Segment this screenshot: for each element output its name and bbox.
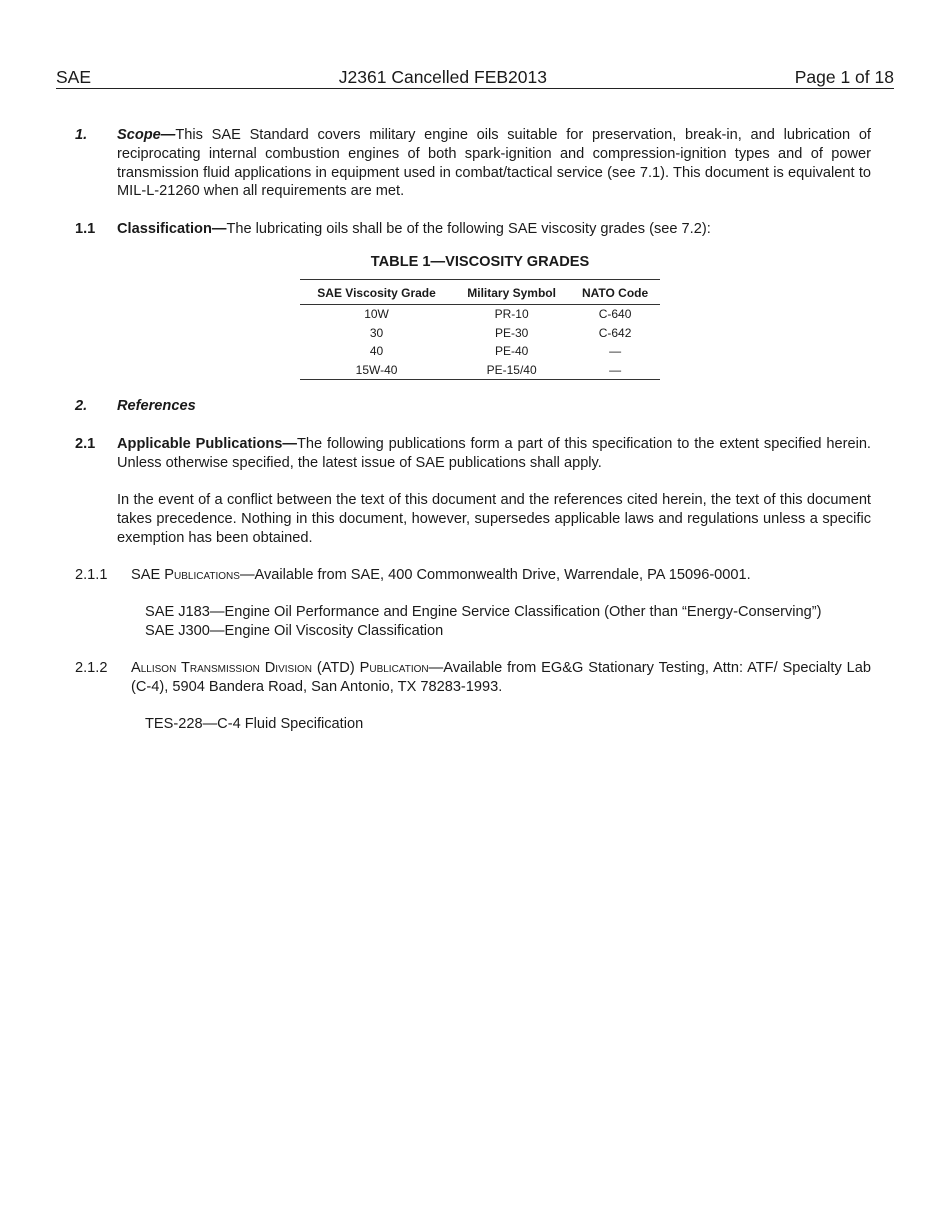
- header-document-id: J2361 Cancelled FEB2013: [338, 67, 547, 87]
- section-text: The lubricating oils shall be of the following SAE viscosity grades (see 7.2):: [226, 221, 711, 237]
- section-heading: Classification—: [117, 221, 227, 237]
- page-header: [56, 66, 894, 89]
- table-row: [300, 305, 660, 324]
- section-body: [117, 435, 871, 473]
- paragraph-conflict: [75, 491, 871, 547]
- section-text: —Available from SAE, 400 Commonwealth Drive, Warrendale, PA 15096-0001.: [239, 567, 751, 583]
- table-cell: 40: [369, 344, 384, 359]
- viscosity-grades-table: [300, 279, 660, 380]
- reference-item: TES-228—C-4 Fluid Specification: [145, 716, 364, 732]
- table-cell: 10W: [364, 307, 389, 321]
- section-number: 2.: [75, 398, 88, 414]
- section-body: [117, 220, 871, 239]
- section-atd-publication: [75, 659, 871, 697]
- section-heading: Allison Transmission Division: [131, 660, 312, 676]
- section-text: This SAE Standard covers military engine oils suitable for preservation, break-in, and lubrication of reciprocating internal combustion engines of both spark-ignition and compression-ignition types and of power transmission fluid applications in equipment used in combat/tactical service (see 7.1). This document is equivalent to MIL-L-21260 when all requirements are met.: [117, 127, 871, 200]
- table-cell: PE-30: [494, 325, 529, 340]
- table-cell: PE-40: [494, 344, 529, 359]
- section-number: 2.1: [75, 436, 96, 452]
- table-header-row: [300, 280, 660, 305]
- table-row: [300, 361, 660, 380]
- section-heading-abbrev: (ATD): [311, 660, 360, 676]
- table-cell: —: [570, 361, 660, 380]
- reference-item: SAE J183—Engine Oil Performance and Engine Service Classification (Other than “Energy-Conserving”): [145, 604, 822, 620]
- section-references: [75, 397, 871, 416]
- section-heading: References: [117, 398, 196, 414]
- section-body: [117, 126, 871, 201]
- section-text: —Available from EG&G Stationary Testing, Attn: ATF/ Specialty Lab (C-4), 5904 Bandera Road, San Antonio, TX 78283-1993.: [131, 660, 871, 695]
- section-scope: [75, 126, 871, 201]
- table-row: [300, 342, 660, 361]
- column-header: Military Symbol: [453, 280, 570, 305]
- section-body: [131, 659, 871, 697]
- section-heading: Scope—: [117, 127, 176, 143]
- table-cell: 30: [369, 325, 384, 340]
- table-cell: C-640: [598, 307, 632, 321]
- table-cell: 15W-40: [300, 361, 453, 380]
- section-sae-publications: [75, 566, 871, 585]
- section-heading: Publication: [359, 660, 429, 676]
- section-heading: SAE Publications: [131, 567, 240, 583]
- table-cell: PE-15/40: [453, 361, 570, 380]
- section-heading: Applicable Publications—: [117, 436, 297, 452]
- column-header: SAE Viscosity Grade: [300, 280, 453, 305]
- section-text: The following publications form a part of this specification to the extent specified herein. Unless otherwise specified, the latest issue of SAE publications shall apply.: [117, 436, 871, 471]
- header-page-number: Page 1 of 18: [794, 67, 894, 87]
- section-number: 1.1: [75, 221, 96, 237]
- header-org: SAE: [56, 67, 92, 87]
- section-number: 1.: [75, 127, 88, 143]
- section-classification: [75, 220, 871, 239]
- section-body: [131, 566, 871, 585]
- section-number: 2.1.1: [75, 567, 108, 583]
- table-row: [300, 324, 660, 343]
- table-cell: C-642: [598, 325, 632, 340]
- reference-item: SAE J300—Engine Oil Viscosity Classification: [145, 623, 444, 639]
- table-title: TABLE 1—VISCOSITY GRADES: [370, 254, 590, 270]
- section-number: 2.1.2: [75, 660, 108, 676]
- table-cell: —: [609, 344, 622, 359]
- section-applicable-publications: [75, 435, 871, 473]
- table-cell: PR-10: [494, 307, 529, 321]
- column-header: NATO Code: [570, 280, 660, 305]
- section-body: [117, 397, 871, 416]
- paragraph-text: In the event of a conflict between the text of this document and the references cited herein, the text of this document takes precedence. Nothing in this document, however, supersedes applicable laws and regulations unless a specific exemption has been obtained.: [117, 492, 871, 546]
